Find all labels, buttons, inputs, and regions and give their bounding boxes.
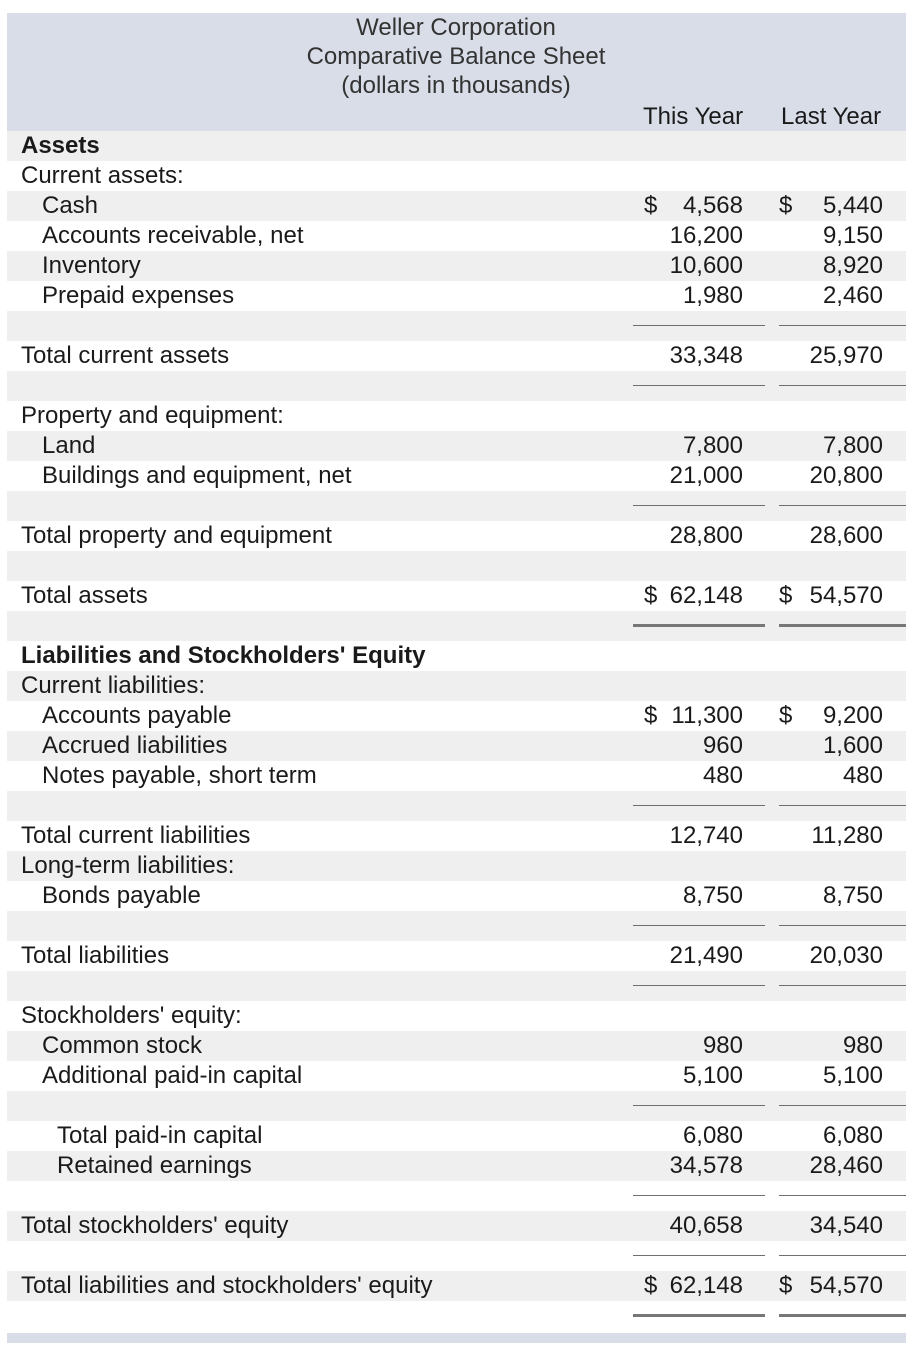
value-last-year: 5,440 [822,192,883,219]
spacer-row [7,911,906,941]
footer-bar [7,1333,906,1343]
subheading-long-term: Long-term liabilities: [7,851,906,881]
currency-symbol: $ [779,702,793,729]
table-row [7,221,906,251]
balance-sheet [7,13,906,1331]
value-this-year: 980 [702,1032,743,1059]
table-row [7,521,906,551]
value-last-year: 2,460 [822,282,883,309]
row-label: Land [42,432,96,459]
currency-symbol: $ [644,1272,658,1299]
table-row [7,1211,906,1241]
double-underline [779,624,906,627]
currency-symbol: $ [644,702,658,729]
value-this-year: 10,600 [669,252,743,279]
row-label: Notes payable, short term [42,762,317,789]
spacer-row [7,611,906,641]
spacer-row [7,791,906,821]
table-row [7,1151,906,1181]
value-this-year: 34,578 [669,1152,743,1179]
value-this-year: 21,490 [669,942,743,969]
value-last-year: 34,540 [809,1212,883,1239]
company-name: Weller Corporation [356,14,556,41]
spacer-row [7,1241,906,1271]
underline [779,985,906,986]
row-label: Total current liabilities [21,822,251,849]
table-row [7,731,906,761]
value-last-year: 7,800 [822,432,883,459]
value-this-year: 8,750 [682,882,743,909]
subheading-current-assets: Current assets: [21,162,184,189]
underline [633,985,765,986]
value-this-year: 12,740 [669,822,743,849]
statement-title: Comparative Balance Sheet [306,43,606,70]
row-label: Retained earnings [57,1152,252,1179]
double-underline [779,1314,906,1317]
underline [779,505,906,506]
row-label: Total liabilities [21,942,170,969]
row-label: Total paid-in capital [57,1122,263,1149]
value-this-year: 960 [702,732,743,759]
underline [633,1255,765,1256]
table-row [7,761,906,791]
spacer-row [7,1181,906,1211]
currency-symbol: $ [779,192,793,219]
value-last-year: 1,600 [822,732,883,759]
value-last-year: 20,800 [809,462,883,489]
units-note: (dollars in thousands) [341,72,571,99]
value-last-year: 25,970 [809,342,883,369]
value-last-year: 20,030 [809,942,883,969]
underline [633,925,765,926]
subheading-property: Property and equipment: [21,402,284,429]
underline [633,805,765,806]
value-this-year: 62,148 [669,582,743,609]
spacer-row [7,1301,906,1331]
table-row [7,1061,906,1091]
table-row [7,281,906,311]
value-this-year: 4,568 [682,192,743,219]
currency-symbol: $ [644,192,658,219]
spacer-row [7,311,906,341]
table-row [7,1271,906,1301]
spacer-row [7,971,906,1001]
value-last-year: 8,750 [822,882,883,909]
row-label: Buildings and equipment, net [42,462,352,489]
row-label: Total stockholders' equity [21,1212,289,1239]
double-underline [633,1314,765,1317]
sheet-header [7,13,906,131]
underline [779,1195,906,1196]
row-label: Bonds payable [42,882,201,909]
table-row [7,431,906,461]
underline [633,385,765,386]
value-last-year: 8,920 [822,252,883,279]
value-last-year: 28,460 [809,1152,883,1179]
spacer-row [7,1091,906,1121]
value-this-year: 7,800 [682,432,743,459]
value-this-year: 16,200 [669,222,743,249]
value-this-year: 40,658 [669,1212,743,1239]
row-label: Total current assets [21,342,230,369]
row-label: Prepaid expenses [42,282,235,309]
value-this-year: 11,300 [671,702,743,729]
spacer-row [7,371,906,401]
value-this-year: 33,348 [669,342,743,369]
row-label: Total liabilities and stockholders' equity [21,1272,433,1299]
table-row [7,701,906,731]
row-label: Inventory [42,252,141,279]
row-label: Accounts payable [42,702,232,729]
row-label: Total property and equipment [21,522,332,549]
spacer-row [7,551,906,581]
underline [779,1105,906,1106]
table-row [7,581,906,611]
table-row [7,251,906,281]
currency-symbol: $ [779,582,793,609]
column-header-this-year: This Year [643,103,744,130]
table-row [7,1121,906,1151]
row-label: Cash [42,192,99,219]
value-this-year: 21,000 [669,462,743,489]
table-row [7,191,906,221]
value-this-year: 1,980 [682,282,743,309]
value-last-year: 28,600 [809,522,883,549]
value-this-year: 62,148 [669,1272,743,1299]
column-header-last-year: Last Year [781,103,882,130]
value-last-year: 6,080 [822,1122,883,1149]
value-last-year: 11,280 [811,822,883,849]
underline [779,805,906,806]
section-heading-liabilities: Liabilities and Stockholders' Equity [21,642,426,669]
row-label: Common stock [42,1032,203,1059]
value-last-year: 54,570 [809,1272,883,1299]
spacer-row [7,491,906,521]
row-label: Accounts receivable, net [42,222,304,249]
underline [779,385,906,386]
subheading-stockholders-equity: Stockholders' equity: [21,1002,242,1029]
table-row [7,941,906,971]
value-this-year: 28,800 [669,522,743,549]
table-row [7,881,906,911]
underline [633,1195,765,1196]
row-label: Accrued liabilities [42,732,228,759]
table-row [7,341,906,371]
row-label: Total assets [21,582,148,609]
value-last-year: 54,570 [809,582,883,609]
currency-symbol: $ [644,582,658,609]
table-row [7,461,906,491]
subheading-current-liabilities: Current liabilities: [7,671,906,701]
underline [633,1105,765,1106]
underline [779,325,906,326]
value-this-year: 6,080 [682,1122,743,1149]
value-last-year: 9,200 [822,702,883,729]
section-heading-assets: Assets [7,131,906,161]
table-row [7,821,906,851]
value-last-year: 5,100 [822,1062,883,1089]
row-label: Additional paid-in capital [42,1062,303,1089]
underline [633,505,765,506]
double-underline [633,624,765,627]
underline [779,925,906,926]
value-last-year: 480 [842,762,883,789]
underline [779,1255,906,1256]
value-this-year: 480 [702,762,743,789]
value-last-year: 9,150 [822,222,883,249]
currency-symbol: $ [779,1272,793,1299]
value-this-year: 5,100 [682,1062,743,1089]
table-row [7,1031,906,1061]
value-last-year: 980 [842,1032,883,1059]
underline [633,325,765,326]
